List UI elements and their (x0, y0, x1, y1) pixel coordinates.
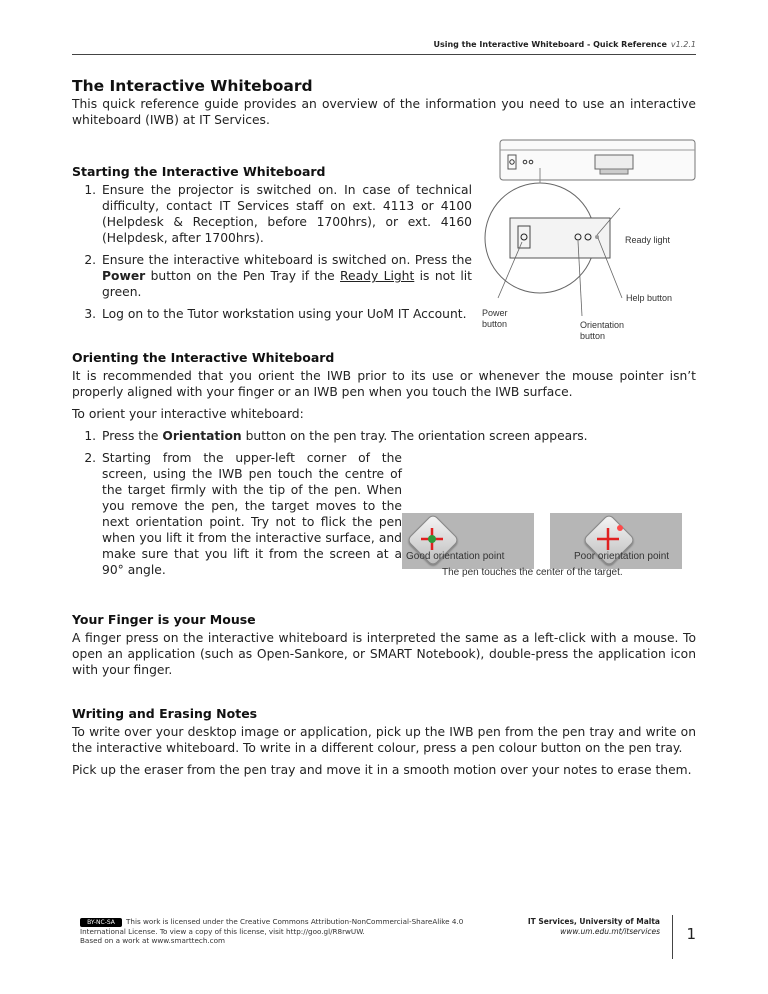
page-header (72, 40, 696, 55)
orientation-term: Orientation (162, 429, 242, 443)
power-term: Power (102, 269, 146, 283)
intro-text: This quick reference guide provides an overview of the information you need to use an interactive whiteboard (IWB) at IT Services. (72, 97, 696, 127)
label-power-button: Power button (482, 308, 508, 329)
header-version: v1.2.1 (670, 40, 696, 49)
org-name: IT Services, University of Malta (527, 917, 660, 926)
orienting-lead: To orient your interactive whiteboard: (72, 407, 304, 421)
label-good-point: Good orientation point (406, 551, 505, 562)
starting-step-3: 3. Log on to the Tutor workstation using your UoM IT Account. (100, 306, 472, 322)
label-orientation-button: Orientation button (580, 320, 625, 341)
orienting-step-1: 1. Press the Orientation button on the pen tray. The orientation screen appears. (100, 428, 696, 444)
page-number: 1 (672, 915, 696, 959)
starting-steps (72, 182, 472, 322)
writing-heading: Writing and Erasing Notes (72, 706, 258, 721)
starting-step-1: 1. Ensure the projector is switched on. In case of technical difficulty, contact IT Services staff on ext. 4113 or 4100 (Helpdesk & Reception, before 1700hrs), or ext. 4160 (Helpdesk, after 1700hrs). (100, 182, 472, 246)
label-help-button: Help button (626, 293, 673, 303)
writing-text-1: To write over your desktop image or application, pick up the IWB pen from the pen tray and write on the interactive whiteboard. To write in a different colour, press a pen colour button on the pen tray. (72, 725, 696, 755)
finger-text: A finger press on the interactive whiteboard is interpreted the same as a left-click with a mouse. To open an application (such as Open-Sankore, or SMART Notebook), double-press the application icon with your finger. (72, 631, 696, 677)
license-text: BY-NC-SA This work is licensed under the Creative Commons Attribution-NonCommercial-ShareAlike 4.0 International License. To view a copy of this license, visit http://goo.gl/R8rwUW. Based on a work at www.smarttech.com (80, 917, 464, 945)
writing-text-2: Pick up the eraser from the pen tray and move it in a smooth motion over your notes to erase them. (72, 763, 692, 777)
orientation-figure (402, 513, 682, 583)
starting-section (72, 164, 472, 322)
page-title: The Interactive Whiteboard (72, 77, 313, 95)
orienting-text: It is recommended that you orient the IWB prior to its use or whenever the mouse pointer isn’t properly aligned with your finger or an IWB pen when you touch the IWB surface. (72, 369, 696, 399)
finger-heading: Your Finger is your Mouse (72, 612, 256, 627)
footer-org (528, 917, 660, 937)
starting-step-2: 2. Ensure the interactive whiteboard is switched on. Press the Power button on the Pen Tray if the Ready Light is not lit green. (100, 252, 472, 300)
header-title: Using the Interactive Whiteboard - Quick Reference (433, 40, 667, 49)
orienting-step-2: 2. Starting from the upper-left corner of the screen, using the IWB pen touch the centre of the target firmly with the tip of the pen. When you remove the pen, the target moves to the next orientation point. Try not to flick the pen when you lift it from the interactive surface, and make sure that you lift it from the screen at a 90° angle. (100, 450, 402, 578)
cc-license-icon: BY-NC-SA (80, 918, 122, 927)
orientation-caption: The pen touches the center of the target. (442, 567, 623, 578)
starting-heading: Starting the Interactive Whiteboard (72, 164, 326, 179)
label-ready-light: Ready light (625, 235, 671, 245)
label-poor-point: Poor orientation point (574, 551, 670, 562)
pen-tray-figure (470, 138, 700, 348)
orienting-heading: Orienting the Interactive Whiteboard (72, 350, 335, 365)
org-url: www.um.edu.mt/itservices (560, 927, 660, 936)
ready-light-term: Ready Light (340, 269, 415, 283)
